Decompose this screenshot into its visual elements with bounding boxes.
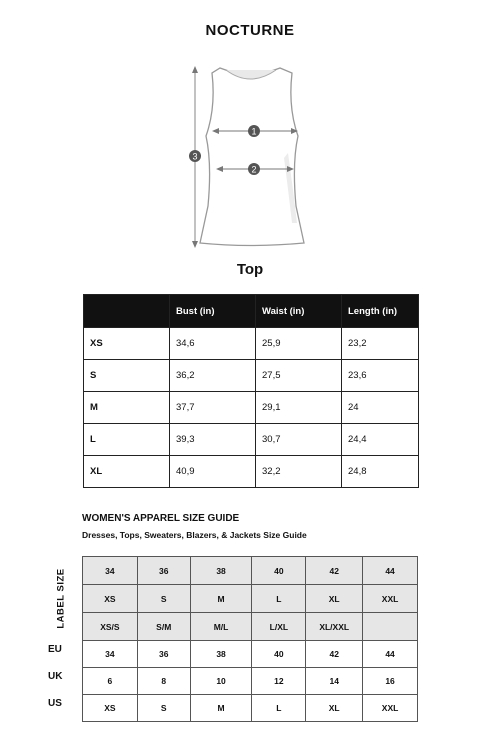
region-label-us: US (48, 698, 62, 709)
table-cell: XXL (363, 695, 418, 722)
table-cell: 8 (137, 668, 190, 695)
table-cell: L (84, 424, 170, 456)
table-header-cell (84, 295, 170, 328)
region-label-uk: UK (48, 671, 63, 682)
size-guide-subtitle: Dresses, Tops, Sweaters, Blazers, & Jackets Size Guide (82, 530, 307, 540)
table-cell: 34 (83, 641, 138, 668)
table-cell: 37,7 (170, 392, 256, 424)
table-cell: 38 (190, 557, 252, 585)
table-cell: 40,9 (170, 456, 256, 488)
table-cell: 39,3 (170, 424, 256, 456)
marker-waist (248, 163, 260, 175)
table-header-row (84, 295, 419, 328)
table-cell: XS (84, 328, 170, 360)
region-label-eu: EU (48, 644, 62, 655)
table-cell: 6 (83, 668, 138, 695)
label-size-row (83, 613, 418, 641)
table-cell: 38 (190, 641, 252, 668)
table-cell: 24,4 (342, 424, 419, 456)
table-row (84, 424, 419, 456)
marker-bust (248, 125, 260, 137)
table-cell: 25,9 (256, 328, 342, 360)
table-cell: 16 (363, 668, 418, 695)
marker-length (189, 150, 201, 162)
svg-text:2: 2 (251, 164, 257, 175)
table-cell: 42 (306, 641, 363, 668)
table-cell: XS/S (83, 613, 138, 641)
table-cell: 36 (137, 641, 190, 668)
table-cell: S/M (137, 613, 190, 641)
table-cell (363, 613, 418, 641)
table-cell: 30,7 (256, 424, 342, 456)
table-cell: 36,2 (170, 360, 256, 392)
table-cell: 24 (342, 392, 419, 424)
table-header-cell: Length (in) (342, 295, 419, 328)
table-cell: L (252, 585, 306, 613)
table-cell: L (252, 695, 306, 722)
top-illustration (180, 58, 320, 253)
table-header-cell: Bust (in) (170, 295, 256, 328)
table-cell: XS (83, 695, 138, 722)
table-cell: 29,1 (256, 392, 342, 424)
table-cell: 44 (363, 641, 418, 668)
table-cell: 34 (83, 557, 138, 585)
table-cell: 42 (306, 557, 363, 585)
size-measurement-table (83, 294, 419, 488)
table-cell: XL (306, 585, 363, 613)
region-row-uk (83, 668, 418, 695)
table-cell: 44 (363, 557, 418, 585)
table-cell: 34,6 (170, 328, 256, 360)
table-cell: 32,2 (256, 456, 342, 488)
brand-title: NOCTURNE (205, 22, 295, 39)
label-size-heading: LABEL SIZE (55, 567, 67, 629)
table-header-cell: Waist (in) (256, 295, 342, 328)
region-row-eu (83, 641, 418, 668)
table-cell: 23,6 (342, 360, 419, 392)
table-cell: 40 (252, 557, 306, 585)
table-cell: 40 (252, 641, 306, 668)
table-cell: M (190, 695, 252, 722)
table-cell: M (190, 585, 252, 613)
table-cell: L/XL (252, 613, 306, 641)
table-row (84, 328, 419, 360)
label-size-row (83, 585, 418, 613)
table-cell: XS (83, 585, 138, 613)
table-cell: M (84, 392, 170, 424)
table-cell: XL (306, 695, 363, 722)
table-cell: 36 (137, 557, 190, 585)
svg-text:3: 3 (192, 151, 198, 162)
table-cell: XL/XXL (306, 613, 363, 641)
table-cell: S (84, 360, 170, 392)
region-row-us (83, 695, 418, 722)
table-cell: 14 (306, 668, 363, 695)
table-cell: S (137, 695, 190, 722)
size-guide-title: WOMEN'S APPAREL SIZE GUIDE (82, 513, 240, 524)
svg-text:1: 1 (251, 126, 257, 137)
table-cell: 23,2 (342, 328, 419, 360)
table-cell: XL (84, 456, 170, 488)
table-cell: M/L (190, 613, 252, 641)
table-row (84, 360, 419, 392)
table-row (84, 392, 419, 424)
label-size-row (83, 557, 418, 585)
table-cell: XXL (363, 585, 418, 613)
table-cell: 24,8 (342, 456, 419, 488)
garment-title: Top (236, 261, 264, 278)
size-conversion-table (82, 556, 418, 722)
table-cell: 10 (190, 668, 252, 695)
table-cell: S (137, 585, 190, 613)
table-cell: 27,5 (256, 360, 342, 392)
table-row (84, 456, 419, 488)
table-cell: 12 (252, 668, 306, 695)
